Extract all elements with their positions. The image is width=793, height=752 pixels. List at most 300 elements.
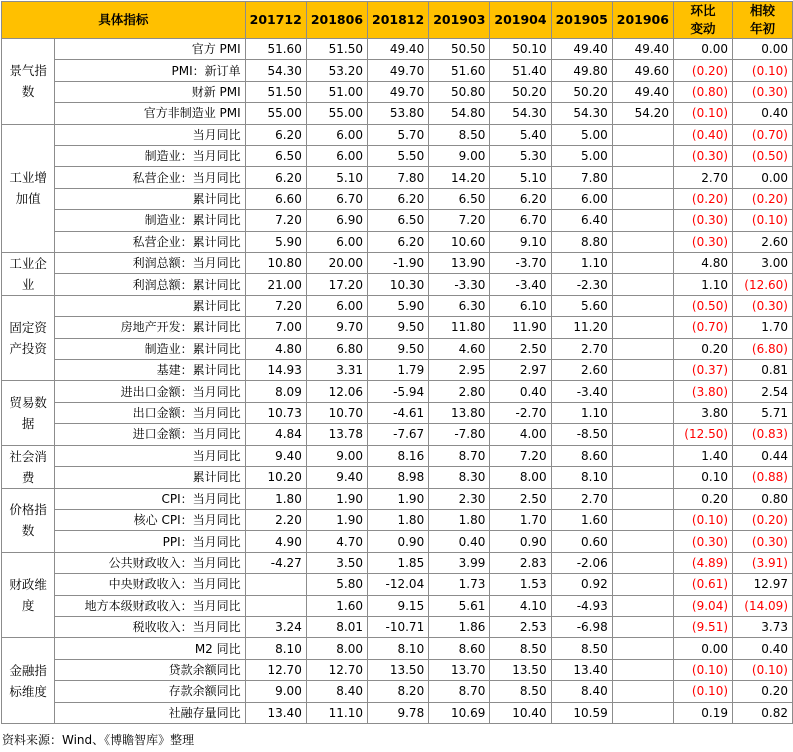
mom-change-cell: (0.20) <box>673 60 732 81</box>
value-cell: -7.67 <box>368 424 429 445</box>
table-row <box>2 552 793 573</box>
vs-year-start-cell: (3.91) <box>733 552 793 573</box>
vs-year-start-cell: (0.10) <box>733 659 793 680</box>
header-ytd-line1: 相较 <box>750 3 776 18</box>
value-cell: 8.10 <box>368 638 429 659</box>
value-cell: 8.10 <box>551 467 612 489</box>
indicator-label: 当月同比 <box>55 445 245 467</box>
table-row <box>2 252 793 274</box>
value-cell: 10.80 <box>245 252 306 274</box>
value-cell <box>612 188 673 209</box>
value-cell: 8.50 <box>429 124 490 145</box>
header-period: 201806 <box>306 2 367 39</box>
value-cell: -3.40 <box>490 274 551 296</box>
value-cell: 4.90 <box>245 531 306 552</box>
value-cell: 6.50 <box>368 210 429 231</box>
vs-year-start-cell: 0.20 <box>733 681 793 702</box>
value-cell: 8.30 <box>429 467 490 489</box>
value-cell: 9.00 <box>306 445 367 467</box>
vs-year-start-cell: 0.00 <box>733 167 793 188</box>
indicator-label: PPI：当月同比 <box>55 531 245 552</box>
value-cell: 13.40 <box>245 702 306 723</box>
indicator-label: 进出口金额：当月同比 <box>55 381 245 402</box>
mom-change-cell: (0.80) <box>673 81 732 102</box>
table-row <box>2 659 793 680</box>
value-cell <box>612 167 673 188</box>
value-cell: 55.00 <box>306 103 367 124</box>
value-cell: 6.20 <box>245 124 306 145</box>
value-cell: 2.95 <box>429 360 490 381</box>
value-cell <box>612 381 673 402</box>
value-cell: 6.50 <box>245 145 306 166</box>
value-cell: 13.70 <box>429 659 490 680</box>
value-cell: 1.10 <box>551 252 612 274</box>
value-cell: 5.90 <box>245 231 306 252</box>
value-cell: 2.70 <box>551 488 612 509</box>
mom-change-cell: (0.30) <box>673 145 732 166</box>
value-cell: 5.61 <box>429 595 490 616</box>
value-cell <box>612 702 673 723</box>
indicator-label: M2 同比 <box>55 638 245 659</box>
value-cell <box>612 488 673 509</box>
mom-change-cell: (9.51) <box>673 616 732 637</box>
value-cell: 9.40 <box>306 467 367 489</box>
value-cell <box>612 510 673 531</box>
header-mom-line2: 变动 <box>690 21 716 36</box>
value-cell: 2.97 <box>490 360 551 381</box>
table-row <box>2 274 793 296</box>
header-period: 201906 <box>612 2 673 39</box>
value-cell: 1.86 <box>429 616 490 637</box>
value-cell: 2.20 <box>245 510 306 531</box>
indicator-label: 私营企业：累计同比 <box>55 231 245 252</box>
value-cell: 49.40 <box>612 81 673 102</box>
indicator-label: 利润总额：累计同比 <box>55 274 245 296</box>
category-label: 工业增加值 <box>2 124 55 252</box>
category-label: 工业企业 <box>2 252 55 295</box>
value-cell: 9.00 <box>245 681 306 702</box>
mom-change-cell: 3.80 <box>673 402 732 423</box>
vs-year-start-cell: 5.71 <box>733 402 793 423</box>
value-cell: 9.50 <box>368 317 429 338</box>
value-cell: 51.50 <box>306 39 367 60</box>
value-cell: 49.40 <box>612 39 673 60</box>
vs-year-start-cell: 1.70 <box>733 317 793 338</box>
value-cell <box>612 231 673 252</box>
header-mom-line1: 环比 <box>690 3 716 18</box>
indicator-label: 制造业：累计同比 <box>55 210 245 231</box>
value-cell: 1.73 <box>429 574 490 595</box>
indicator-label: PMI：新订单 <box>55 60 245 81</box>
value-cell <box>612 274 673 296</box>
header-ytd-line2: 年初 <box>750 21 776 36</box>
value-cell: 6.00 <box>306 145 367 166</box>
value-cell: 10.20 <box>245 467 306 489</box>
value-cell: 50.50 <box>429 39 490 60</box>
value-cell: 0.90 <box>368 531 429 552</box>
value-cell: 6.80 <box>306 338 367 359</box>
value-cell: 10.59 <box>551 702 612 723</box>
indicator-label: 存款余额同比 <box>55 681 245 702</box>
value-cell: 1.70 <box>490 510 551 531</box>
value-cell: 53.80 <box>368 103 429 124</box>
value-cell: 4.00 <box>490 424 551 445</box>
value-cell: 13.78 <box>306 424 367 445</box>
indicator-label: 出口金额：当月同比 <box>55 402 245 423</box>
header-period: 201712 <box>245 2 306 39</box>
value-cell: 4.84 <box>245 424 306 445</box>
value-cell: 6.60 <box>245 188 306 209</box>
value-cell: 50.80 <box>429 81 490 102</box>
value-cell <box>612 467 673 489</box>
value-cell <box>612 552 673 573</box>
value-cell: 6.20 <box>368 188 429 209</box>
indicator-label: 官方非制造业 PMI <box>55 103 245 124</box>
category-label: 金融指标维度 <box>2 638 55 724</box>
value-cell: 1.80 <box>245 488 306 509</box>
vs-year-start-cell: 0.44 <box>733 445 793 467</box>
value-cell: 8.40 <box>306 681 367 702</box>
value-cell: 20.00 <box>306 252 367 274</box>
value-cell: -4.27 <box>245 552 306 573</box>
value-cell: 49.70 <box>368 81 429 102</box>
value-cell: 54.80 <box>429 103 490 124</box>
value-cell <box>612 659 673 680</box>
value-cell: 21.00 <box>245 274 306 296</box>
value-cell: 14.20 <box>429 167 490 188</box>
header-period: 201904 <box>490 2 551 39</box>
value-cell: 51.60 <box>429 60 490 81</box>
table-row <box>2 574 793 595</box>
value-cell: 49.70 <box>368 60 429 81</box>
indicator-label: 当月同比 <box>55 124 245 145</box>
value-cell: 3.50 <box>306 552 367 573</box>
table-row <box>2 103 793 124</box>
value-cell: -4.93 <box>551 595 612 616</box>
table-row <box>2 638 793 659</box>
value-cell <box>612 295 673 316</box>
value-cell: 6.20 <box>368 231 429 252</box>
value-cell: 8.10 <box>245 638 306 659</box>
vs-year-start-cell: (12.60) <box>733 274 793 296</box>
value-cell: 10.70 <box>306 402 367 423</box>
header-indicator: 具体指标 <box>2 2 246 39</box>
value-cell: -6.98 <box>551 616 612 637</box>
value-cell: 50.20 <box>551 81 612 102</box>
value-cell: 8.50 <box>490 681 551 702</box>
value-cell: 51.60 <box>245 39 306 60</box>
category-label: 固定资产投资 <box>2 295 55 381</box>
value-cell <box>612 252 673 274</box>
header-mom-change <box>673 2 732 39</box>
vs-year-start-cell: 3.00 <box>733 252 793 274</box>
value-cell: 10.30 <box>368 274 429 296</box>
value-cell: 8.60 <box>551 445 612 467</box>
vs-year-start-cell: (6.80) <box>733 338 793 359</box>
vs-year-start-cell: 12.97 <box>733 574 793 595</box>
table-row <box>2 595 793 616</box>
value-cell <box>612 317 673 338</box>
value-cell: 7.00 <box>245 317 306 338</box>
value-cell: 50.20 <box>490 81 551 102</box>
indicator-label: 官方 PMI <box>55 39 245 60</box>
value-cell: 6.00 <box>306 231 367 252</box>
value-cell: 6.20 <box>245 167 306 188</box>
value-cell: -2.70 <box>490 402 551 423</box>
value-cell: -7.80 <box>429 424 490 445</box>
vs-year-start-cell: (0.10) <box>733 60 793 81</box>
value-cell <box>612 616 673 637</box>
value-cell: 6.90 <box>306 210 367 231</box>
value-cell: 51.00 <box>306 81 367 102</box>
value-cell: 6.30 <box>429 295 490 316</box>
mom-change-cell: (0.10) <box>673 681 732 702</box>
mom-change-cell: (3.80) <box>673 381 732 402</box>
table-row <box>2 531 793 552</box>
mom-change-cell: 2.70 <box>673 167 732 188</box>
value-cell: -10.71 <box>368 616 429 637</box>
vs-year-start-cell: 0.40 <box>733 103 793 124</box>
value-cell <box>612 424 673 445</box>
mom-change-cell: 1.40 <box>673 445 732 467</box>
value-cell: 49.60 <box>612 60 673 81</box>
indicator-label: 财新 PMI <box>55 81 245 102</box>
value-cell: 12.06 <box>306 381 367 402</box>
value-cell: 1.60 <box>551 510 612 531</box>
vs-year-start-cell: 2.54 <box>733 381 793 402</box>
category-label: 贸易数据 <box>2 381 55 445</box>
table-row <box>2 381 793 402</box>
value-cell: 54.30 <box>245 60 306 81</box>
table-row <box>2 488 793 509</box>
table-row <box>2 467 793 489</box>
value-cell: 6.70 <box>306 188 367 209</box>
table-row <box>2 188 793 209</box>
value-cell: 2.30 <box>429 488 490 509</box>
value-cell: 12.70 <box>306 659 367 680</box>
value-cell: 51.40 <box>490 60 551 81</box>
mom-change-cell: 0.19 <box>673 702 732 723</box>
value-cell: 8.09 <box>245 381 306 402</box>
source-note: 资料来源：Wind、《博瞻智库》整理 <box>2 733 195 747</box>
mom-change-cell: 4.80 <box>673 252 732 274</box>
header-period: 201905 <box>551 2 612 39</box>
value-cell: 8.70 <box>429 445 490 467</box>
value-cell: 6.00 <box>551 188 612 209</box>
value-cell: 1.53 <box>490 574 551 595</box>
value-cell: 5.70 <box>368 124 429 145</box>
value-cell: 4.60 <box>429 338 490 359</box>
mom-change-cell: (0.30) <box>673 210 732 231</box>
table-row <box>2 338 793 359</box>
value-cell: 13.80 <box>429 402 490 423</box>
value-cell <box>612 531 673 552</box>
value-cell: 4.10 <box>490 595 551 616</box>
vs-year-start-cell: 2.60 <box>733 231 793 252</box>
mom-change-cell: 1.10 <box>673 274 732 296</box>
indicator-label: 公共财政收入：当月同比 <box>55 552 245 573</box>
value-cell: 8.80 <box>551 231 612 252</box>
table-row <box>2 445 793 467</box>
table-row <box>2 60 793 81</box>
vs-year-start-cell: 3.73 <box>733 616 793 637</box>
value-cell: 8.00 <box>490 467 551 489</box>
value-cell: 5.50 <box>368 145 429 166</box>
value-cell: 5.00 <box>551 145 612 166</box>
value-cell: 1.10 <box>551 402 612 423</box>
value-cell: 8.98 <box>368 467 429 489</box>
table-row <box>2 360 793 381</box>
value-cell: 5.30 <box>490 145 551 166</box>
value-cell: 1.90 <box>306 510 367 531</box>
value-cell <box>612 445 673 467</box>
mom-change-cell: (0.30) <box>673 531 732 552</box>
mom-change-cell: (0.30) <box>673 231 732 252</box>
table-row <box>2 295 793 316</box>
mom-change-cell: (9.04) <box>673 595 732 616</box>
vs-year-start-cell: (0.50) <box>733 145 793 166</box>
value-cell: 49.40 <box>551 39 612 60</box>
vs-year-start-cell: 0.80 <box>733 488 793 509</box>
value-cell: 12.70 <box>245 659 306 680</box>
value-cell: 8.40 <box>551 681 612 702</box>
value-cell: 9.70 <box>306 317 367 338</box>
value-cell: 10.40 <box>490 702 551 723</box>
value-cell: 7.80 <box>368 167 429 188</box>
vs-year-start-cell: (0.88) <box>733 467 793 489</box>
vs-year-start-cell: (0.20) <box>733 510 793 531</box>
value-cell: 14.93 <box>245 360 306 381</box>
mom-change-cell: (12.50) <box>673 424 732 445</box>
indicator-label: 制造业：累计同比 <box>55 338 245 359</box>
table-row <box>2 402 793 423</box>
header-row <box>2 2 793 39</box>
vs-year-start-cell: (14.09) <box>733 595 793 616</box>
table-row <box>2 424 793 445</box>
indicator-label: 房地产开发：累计同比 <box>55 317 245 338</box>
value-cell: 2.53 <box>490 616 551 637</box>
vs-year-start-cell: (0.10) <box>733 210 793 231</box>
indicator-label: 地方本级财政收入：当月同比 <box>55 595 245 616</box>
table-row <box>2 39 793 60</box>
indicator-label: 贷款余额同比 <box>55 659 245 680</box>
value-cell: 0.90 <box>490 531 551 552</box>
indicator-label: 制造业：当月同比 <box>55 145 245 166</box>
indicator-label: 私营企业：当月同比 <box>55 167 245 188</box>
value-cell: 1.60 <box>306 595 367 616</box>
value-cell: -12.04 <box>368 574 429 595</box>
value-cell: 53.20 <box>306 60 367 81</box>
value-cell: 8.20 <box>368 681 429 702</box>
value-cell <box>612 145 673 166</box>
indicator-label: 核心 CPI：当月同比 <box>55 510 245 531</box>
value-cell: 5.10 <box>490 167 551 188</box>
value-cell: 1.85 <box>368 552 429 573</box>
indicator-label: 税收收入：当月同比 <box>55 616 245 637</box>
vs-year-start-cell: 0.81 <box>733 360 793 381</box>
value-cell: 6.50 <box>429 188 490 209</box>
value-cell: 11.90 <box>490 317 551 338</box>
value-cell <box>612 638 673 659</box>
value-cell: 6.00 <box>306 295 367 316</box>
value-cell: 13.90 <box>429 252 490 274</box>
value-cell: 2.83 <box>490 552 551 573</box>
header-vs-year-start <box>733 2 793 39</box>
value-cell: 49.80 <box>551 60 612 81</box>
value-cell: -1.90 <box>368 252 429 274</box>
value-cell: 7.20 <box>245 210 306 231</box>
mom-change-cell: (0.10) <box>673 510 732 531</box>
value-cell: 50.10 <box>490 39 551 60</box>
value-cell: 10.69 <box>429 702 490 723</box>
value-cell: 9.78 <box>368 702 429 723</box>
value-cell: 6.40 <box>551 210 612 231</box>
vs-year-start-cell: (0.83) <box>733 424 793 445</box>
table-row <box>2 231 793 252</box>
table-row <box>2 616 793 637</box>
value-cell: 10.73 <box>245 402 306 423</box>
value-cell: 2.70 <box>551 338 612 359</box>
value-cell: 8.16 <box>368 445 429 467</box>
table-row <box>2 145 793 166</box>
value-cell: -3.40 <box>551 381 612 402</box>
table-row <box>2 210 793 231</box>
value-cell: 0.60 <box>551 531 612 552</box>
value-cell: 1.90 <box>306 488 367 509</box>
value-cell: 8.60 <box>429 638 490 659</box>
vs-year-start-cell: 0.00 <box>733 39 793 60</box>
value-cell: 2.60 <box>551 360 612 381</box>
value-cell: -8.50 <box>551 424 612 445</box>
value-cell: 2.80 <box>429 381 490 402</box>
value-cell: 0.92 <box>551 574 612 595</box>
indicator-label: 累计同比 <box>55 467 245 489</box>
value-cell: 10.60 <box>429 231 490 252</box>
table-row <box>2 124 793 145</box>
mom-change-cell: 0.20 <box>673 338 732 359</box>
mom-change-cell: (0.10) <box>673 103 732 124</box>
value-cell: 3.24 <box>245 616 306 637</box>
value-cell: 13.50 <box>368 659 429 680</box>
indicator-label: 累计同比 <box>55 188 245 209</box>
value-cell: 11.20 <box>551 317 612 338</box>
value-cell: 6.00 <box>306 124 367 145</box>
value-cell: 6.70 <box>490 210 551 231</box>
value-cell: 2.50 <box>490 488 551 509</box>
value-cell: 4.80 <box>245 338 306 359</box>
value-cell: 55.00 <box>245 103 306 124</box>
value-cell: -3.30 <box>429 274 490 296</box>
mom-change-cell: (0.61) <box>673 574 732 595</box>
value-cell: 5.90 <box>368 295 429 316</box>
indicator-label: 利润总额：当月同比 <box>55 252 245 274</box>
mom-change-cell: (4.89) <box>673 552 732 573</box>
value-cell: 51.50 <box>245 81 306 102</box>
indicator-label: 累计同比 <box>55 295 245 316</box>
value-cell: 8.70 <box>429 681 490 702</box>
value-cell: 5.10 <box>306 167 367 188</box>
vs-year-start-cell: 0.82 <box>733 702 793 723</box>
value-cell: 7.20 <box>490 445 551 467</box>
value-cell: -4.61 <box>368 402 429 423</box>
vs-year-start-cell: (0.70) <box>733 124 793 145</box>
value-cell: 54.30 <box>551 103 612 124</box>
mom-change-cell: 0.20 <box>673 488 732 509</box>
value-cell <box>612 681 673 702</box>
macro-indicator-table <box>1 1 793 724</box>
value-cell <box>612 402 673 423</box>
value-cell: 9.10 <box>490 231 551 252</box>
